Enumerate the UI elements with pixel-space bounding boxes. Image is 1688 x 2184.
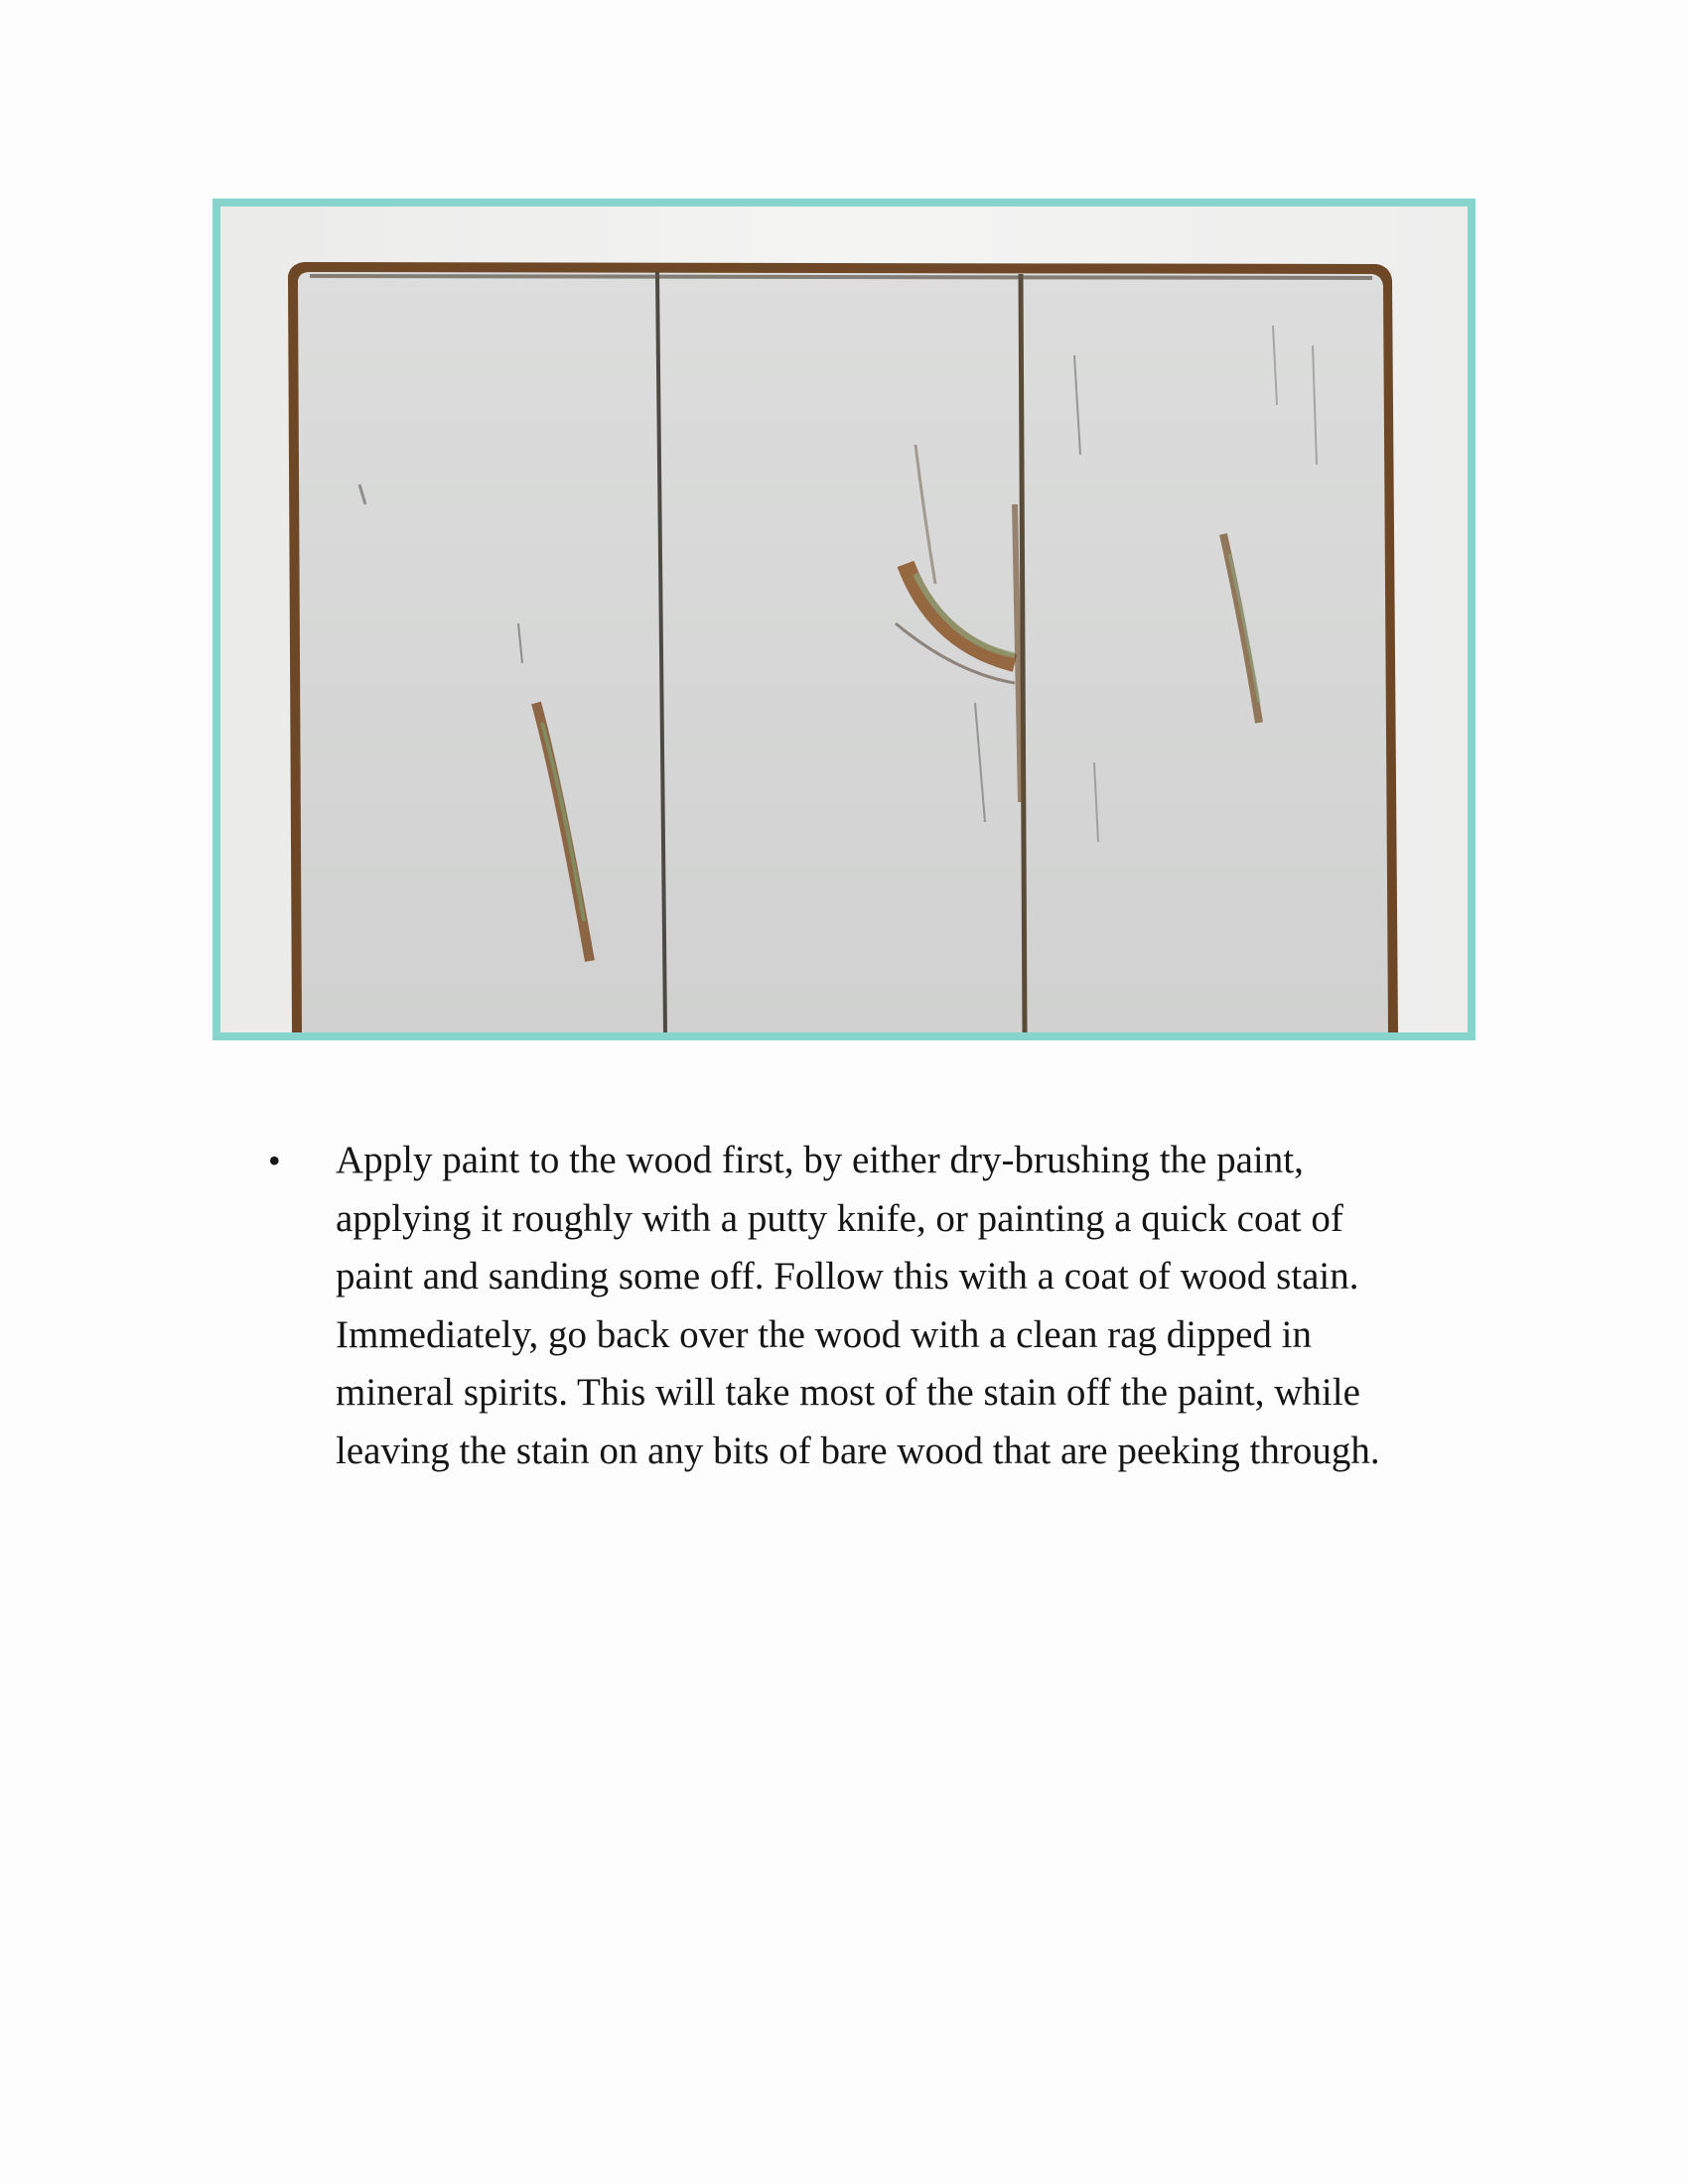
instruction-text: Apply paint to the wood first, by either dry-brushing the paint, applying it roughly with a putty knife, or painting a quick coat of paint and sanding some off. Follow this with a coat of wood stain. Immediately, go back over the wood with a clean rag dipped in mineral spirits. This will take most of the stain off the paint, while leaving the stain on any bits of bare wood that are peeking through. [336,1139,1380,1472]
list-item [268,1132,1479,1480]
photo-frame [212,199,1476,1040]
bullet-marker: • [268,1141,281,1180]
instruction-list [268,1132,1479,1480]
distressed-wood-photo [220,206,1468,1032]
